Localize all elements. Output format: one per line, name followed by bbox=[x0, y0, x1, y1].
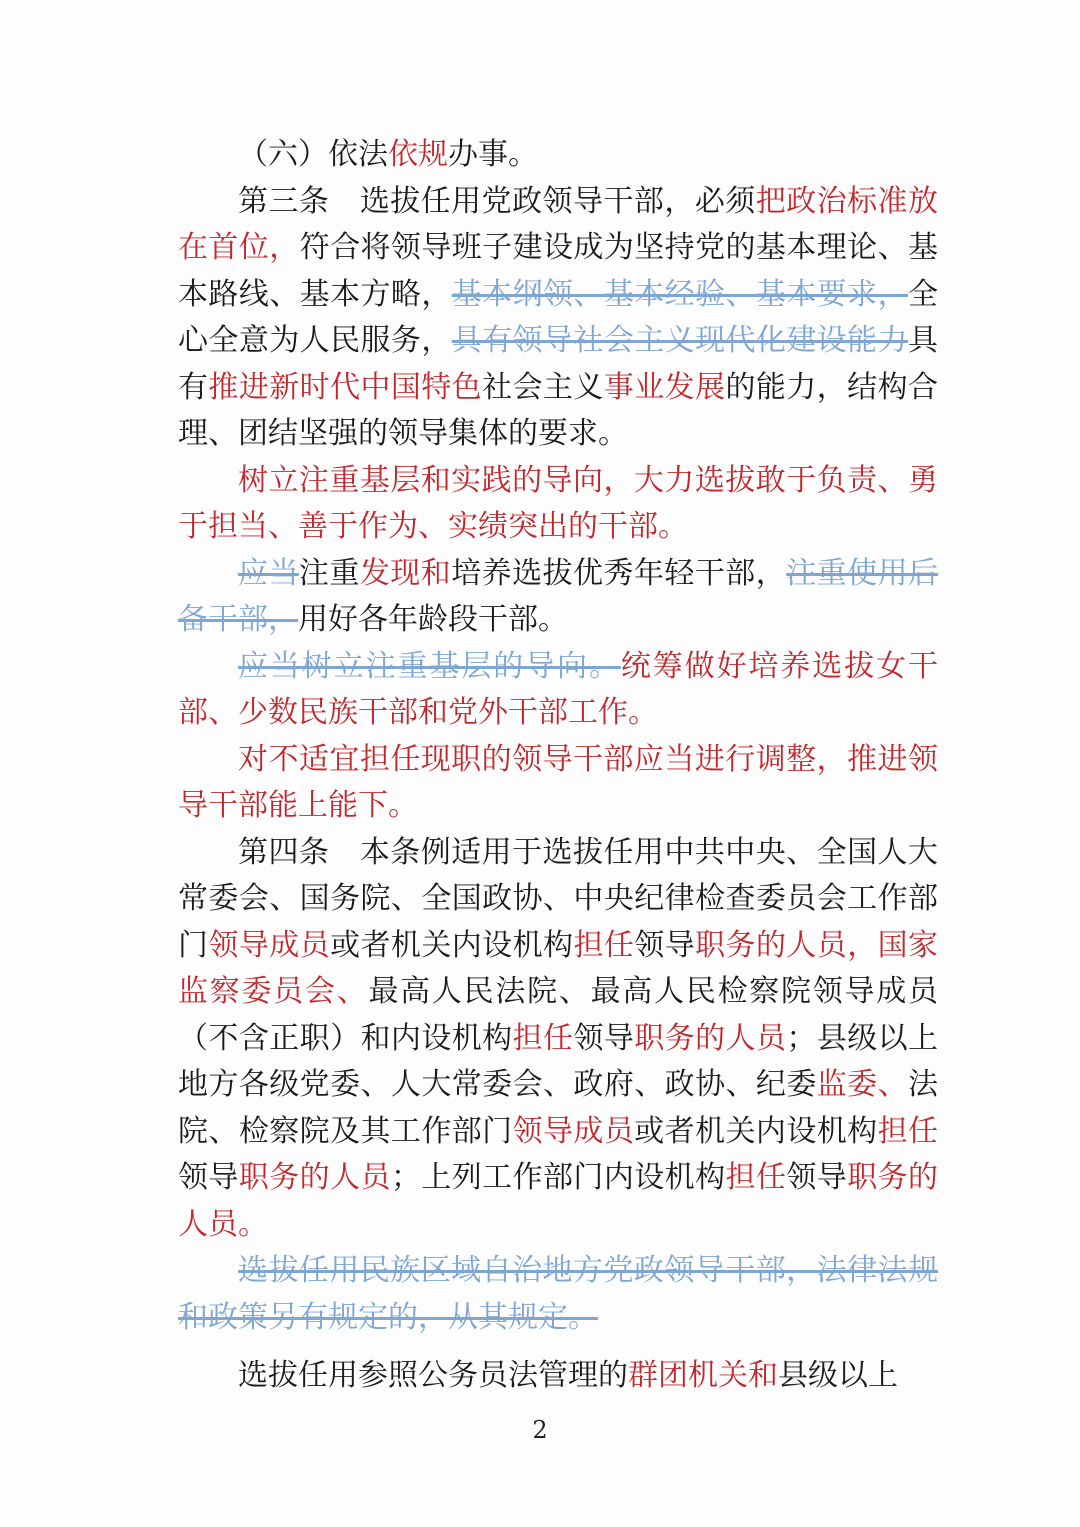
inserted-text: 职务的人员。 bbox=[178, 1160, 939, 1242]
body-text: 选拔任用参照公务员法管理的 bbox=[238, 1358, 628, 1393]
body-text: 县级以上 bbox=[778, 1358, 898, 1393]
inserted-text: 监委、 bbox=[816, 1067, 909, 1102]
inserted-text: 依规 bbox=[388, 137, 448, 172]
inserted-text: 担任 bbox=[877, 1113, 939, 1149]
paragraph bbox=[178, 132, 938, 179]
body-text: ；上列工作部门内设机构 bbox=[390, 1160, 726, 1195]
inserted-text: 职务的人员 bbox=[634, 1020, 787, 1056]
body-text: 的能力，结构合理、团结坚强的领导集体的要求。 bbox=[178, 369, 939, 451]
paragraph bbox=[178, 1248, 938, 1341]
inserted-text: 发现和 bbox=[359, 555, 452, 591]
body-text: 领导 bbox=[573, 1020, 635, 1056]
body-text: 领导 bbox=[786, 1160, 848, 1195]
inserted-text: 事业发展 bbox=[603, 369, 726, 405]
body-text: 用好各年龄段干部。 bbox=[298, 602, 568, 637]
inserted-text: 担任 bbox=[512, 1020, 574, 1056]
deleted-text: 应当树立注重基层的导向。 bbox=[238, 648, 621, 684]
body-text: 或者机关内设机构 bbox=[330, 927, 574, 963]
inserted-text: 统筹做好培养选拔女干部、少数民族干部和党外干部工作。 bbox=[178, 648, 939, 730]
body-text: 领导 bbox=[178, 1160, 239, 1195]
body-text: 社会主义 bbox=[482, 369, 604, 405]
body-text: （六）依法 bbox=[238, 137, 388, 172]
inserted-text: 职务的人员 bbox=[238, 1160, 391, 1195]
inserted-text: 树立注重基层和实践的导向，大力选拔敢于负责、勇于担当、善于作为、实绩突出的干部。 bbox=[178, 462, 938, 544]
page-number: 2 bbox=[532, 1416, 548, 1444]
deleted-text: 基本纲领、基本经验、基本要求， bbox=[451, 276, 908, 312]
inserted-text: 领导成员 bbox=[512, 1113, 635, 1149]
inserted-text: 职务的人员，国家监察委员会、 bbox=[178, 927, 939, 1009]
body-text: 符合将领导班子建设成为坚持党的基本理论、基本路线、基本方略， bbox=[178, 230, 939, 312]
body-text: 具有 bbox=[178, 323, 938, 405]
body-text: 法院、检察院及其工作部门 bbox=[178, 1067, 939, 1149]
body-text: 最高人民法院、最高人民检察院领导成员（不含正职）和内设机构 bbox=[178, 974, 939, 1056]
inserted-text: 群团机关和 bbox=[628, 1358, 778, 1393]
body-text: 办事。 bbox=[448, 137, 538, 172]
body-text: 或者机关内设机构 bbox=[634, 1113, 878, 1149]
paragraph bbox=[178, 1353, 938, 1400]
body-text: 注重 bbox=[298, 555, 360, 591]
body-text: 全心全意为人民服务， bbox=[178, 276, 938, 358]
inserted-text: 担任 bbox=[725, 1160, 787, 1195]
deleted-text: 选拔任用民族区域自治地方党政领导干部，法律法规和政策另有规定的，从其规定。 bbox=[178, 1253, 938, 1335]
paragraph bbox=[178, 737, 938, 830]
inserted-text: 把政治标准放在首位， bbox=[178, 183, 939, 265]
inserted-text: 对不适宜担任现职的领导干部应当进行调整，推进领导干部能上能下。 bbox=[178, 741, 938, 823]
paragraph bbox=[178, 644, 938, 737]
paragraph bbox=[178, 458, 938, 551]
deleted-text: 具有领导社会主义现代化建设能力 bbox=[451, 323, 908, 358]
inserted-text: 领导成员 bbox=[208, 927, 331, 963]
inserted-text: 担任 bbox=[573, 927, 635, 963]
body-text: 第四条 本条例适用于选拔任用中共中央、全国人大常委会、国务院、全国政协、中央纪律检查委员会工作部门 bbox=[178, 834, 938, 963]
body-text: 第三条 选拔任用党政领导干部，必须 bbox=[238, 183, 756, 219]
document-body bbox=[178, 132, 938, 1400]
body-text: 培养选拔优秀年轻干部， bbox=[451, 555, 787, 591]
inserted-text: 推进新时代中国特色 bbox=[208, 369, 483, 405]
paragraph bbox=[178, 830, 938, 1249]
paragraph bbox=[178, 551, 938, 644]
deleted-text: 应当 bbox=[238, 555, 299, 591]
deleted-text: 注重使用后备干部， bbox=[178, 555, 939, 637]
paragraph bbox=[178, 179, 938, 458]
body-text: ；县级以上地方各级党委、人大常委会、政府、政协、纪委 bbox=[178, 1020, 939, 1102]
body-text: 领导 bbox=[634, 927, 696, 963]
